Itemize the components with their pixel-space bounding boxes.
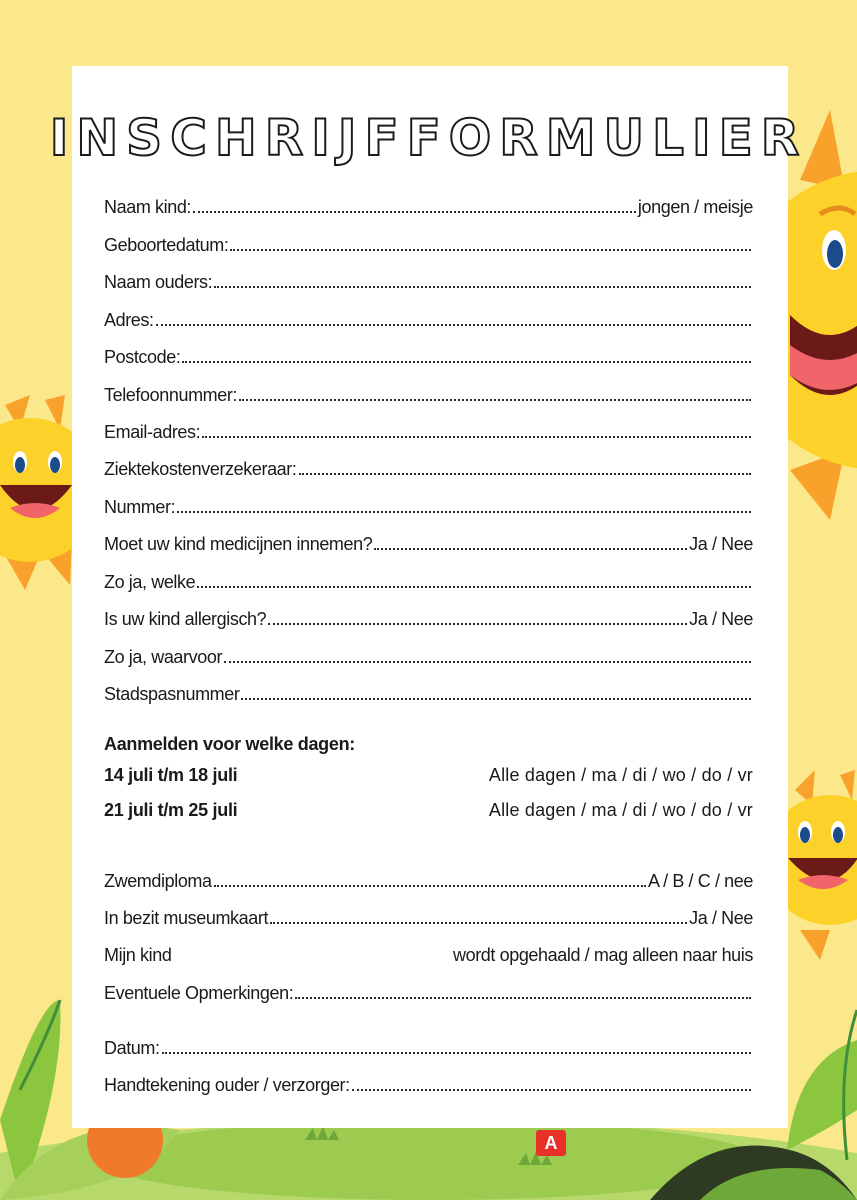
field-row-museumkaart[interactable] bbox=[104, 901, 753, 929]
field-label: Nummer: bbox=[104, 497, 176, 517]
fill-line[interactable] bbox=[156, 323, 751, 326]
week-label: 14 juli t/m 18 juli bbox=[104, 765, 238, 785]
field-row-naam-ouders[interactable] bbox=[104, 265, 753, 293]
fill-line[interactable] bbox=[241, 697, 751, 700]
field-label: Moet uw kind medicijnen innemen? bbox=[104, 534, 373, 554]
field-row-welke[interactable] bbox=[104, 565, 753, 593]
field-options[interactable]: Ja / Nee bbox=[689, 908, 753, 928]
fill-line[interactable] bbox=[374, 547, 687, 550]
field-label: Is uw kind allergisch? bbox=[104, 609, 267, 629]
field-label: Zo ja, waarvoor bbox=[104, 647, 223, 667]
fill-line[interactable] bbox=[352, 1088, 751, 1091]
field-label: Naam ouders: bbox=[104, 272, 213, 292]
field-row-zwemdiploma[interactable] bbox=[104, 864, 753, 892]
week-label: 21 juli t/m 25 juli bbox=[104, 800, 238, 820]
fill-line[interactable] bbox=[295, 996, 751, 999]
days-heading: Aanmelden voor welke dagen: bbox=[104, 734, 355, 754]
fill-line[interactable] bbox=[268, 622, 687, 625]
field-label: Ziektekostenverzekeraar: bbox=[104, 459, 297, 479]
field-row-handtekening[interactable] bbox=[104, 1068, 753, 1096]
field-label: Adres: bbox=[104, 310, 154, 330]
field-label: Handtekening ouder / verzorger: bbox=[104, 1075, 350, 1095]
field-label: Naam kind: bbox=[104, 197, 192, 217]
field-options[interactable]: wordt opgehaald / mag alleen naar huis bbox=[452, 945, 753, 965]
field-row-waarvoor[interactable] bbox=[104, 640, 753, 668]
field-label: Telefoonnummer: bbox=[104, 385, 238, 405]
field-options[interactable]: jongen / meisje bbox=[637, 197, 753, 217]
field-row-telefoonnummer[interactable] bbox=[104, 378, 753, 406]
fill-line[interactable] bbox=[214, 285, 751, 288]
fill-line[interactable] bbox=[214, 884, 646, 887]
field-row-stadspasnummer[interactable] bbox=[104, 677, 753, 705]
form-sheet bbox=[72, 66, 788, 1128]
field-row-mijn-kind[interactable] bbox=[104, 938, 753, 966]
field-label: Geboortedatum: bbox=[104, 235, 229, 255]
fill-line[interactable] bbox=[197, 585, 751, 588]
fill-line[interactable] bbox=[182, 360, 751, 363]
field-row-naam-kind[interactable] bbox=[104, 190, 753, 218]
week-options[interactable]: Alle dagen / ma / di / wo / do / vr bbox=[488, 800, 753, 820]
field-row-medicijnen[interactable] bbox=[104, 527, 753, 555]
field-label: Zo ja, welke bbox=[104, 572, 196, 592]
field-label: Datum: bbox=[104, 1038, 160, 1058]
field-row-postcode[interactable] bbox=[104, 340, 753, 368]
fill-line[interactable] bbox=[162, 1051, 751, 1054]
field-row-adres[interactable] bbox=[104, 303, 753, 331]
field-label: Eventuele Opmerkingen: bbox=[104, 983, 294, 1003]
page-title: INSCHRIJFFORMULIER bbox=[49, 109, 808, 167]
fill-line[interactable] bbox=[177, 510, 751, 513]
fill-line[interactable] bbox=[202, 435, 751, 438]
field-row-email[interactable] bbox=[104, 415, 753, 443]
field-label: Postcode: bbox=[104, 347, 181, 367]
field-row-nummer[interactable] bbox=[104, 490, 753, 518]
field-row-datum[interactable] bbox=[104, 1031, 753, 1059]
brand-logo: A bbox=[536, 1130, 566, 1156]
field-row-opmerkingen[interactable] bbox=[104, 976, 753, 1004]
fill-line[interactable] bbox=[270, 921, 687, 924]
field-label: Zwemdiploma bbox=[104, 871, 212, 891]
fill-line[interactable] bbox=[224, 660, 751, 663]
fill-line[interactable] bbox=[193, 210, 636, 213]
field-options[interactable]: Ja / Nee bbox=[689, 534, 753, 554]
field-row-ziektekostenverzekeraar[interactable] bbox=[104, 452, 753, 480]
field-label: Mijn kind bbox=[104, 945, 172, 965]
field-row-geboortedatum[interactable] bbox=[104, 228, 753, 256]
week-row-2[interactable] bbox=[104, 800, 753, 821]
week-options[interactable]: Alle dagen / ma / di / wo / do / vr bbox=[488, 765, 753, 785]
fill-line[interactable] bbox=[299, 472, 752, 475]
field-options[interactable]: Ja / Nee bbox=[689, 609, 753, 629]
field-options[interactable]: A / B / C / nee bbox=[647, 871, 753, 891]
field-label: Email-adres: bbox=[104, 422, 201, 442]
week-row-1[interactable] bbox=[104, 765, 753, 786]
field-row-allergisch[interactable] bbox=[104, 602, 753, 630]
field-label: In bezit museumkaart bbox=[104, 908, 269, 928]
fill-line[interactable] bbox=[230, 248, 751, 251]
field-label: Stadspasnummer bbox=[104, 684, 240, 704]
fill-line[interactable] bbox=[239, 398, 751, 401]
